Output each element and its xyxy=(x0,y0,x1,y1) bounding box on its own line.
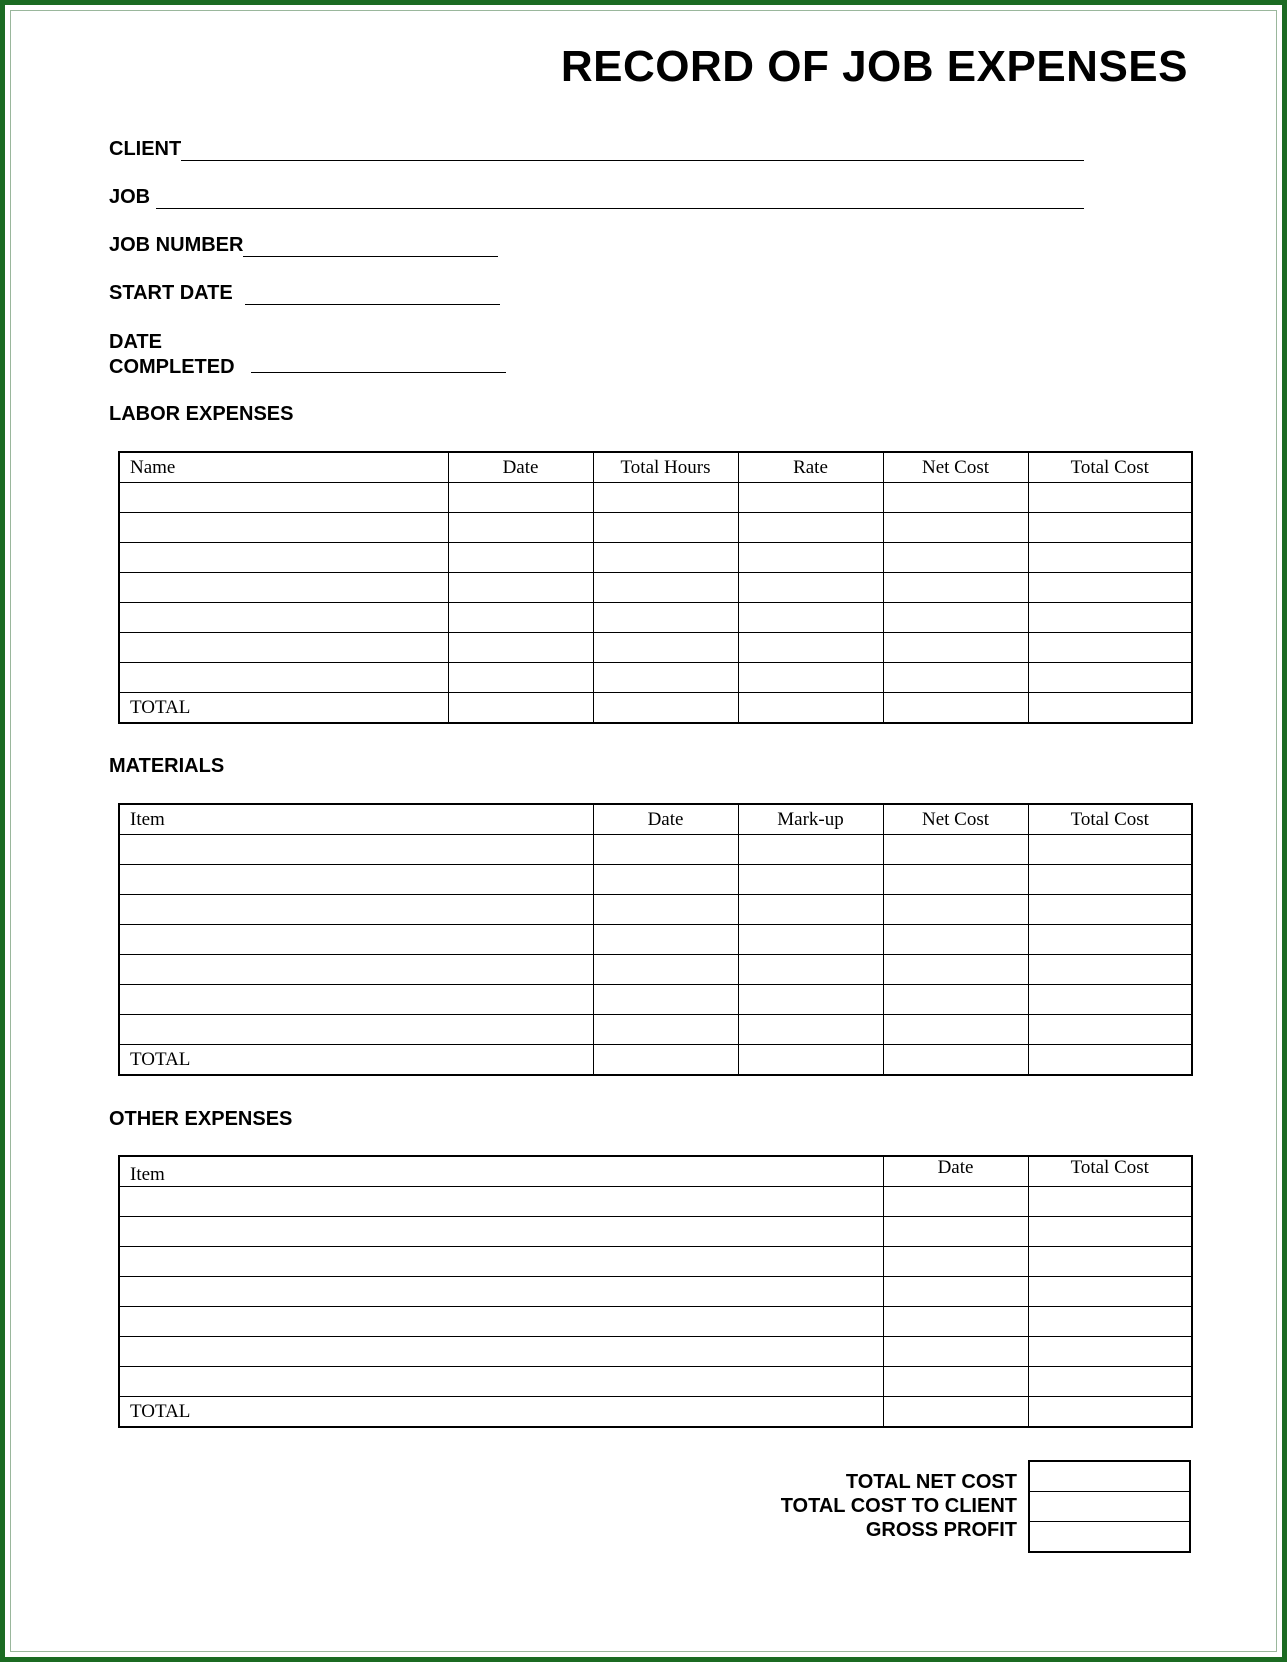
labor-section-title: LABOR EXPENSES xyxy=(109,403,294,425)
table-row[interactable] xyxy=(119,513,1192,543)
table-row[interactable] xyxy=(119,1187,1192,1217)
materials-col-date: Date xyxy=(593,804,738,835)
gross-profit-box[interactable] xyxy=(1030,1522,1189,1551)
table-row[interactable] xyxy=(119,603,1192,633)
job-number-field[interactable] xyxy=(109,234,498,257)
summary-boxes xyxy=(1028,1460,1191,1553)
other-total-row[interactable] xyxy=(119,1397,1192,1428)
job-field[interactable] xyxy=(109,186,1084,209)
other-col-date: Date xyxy=(883,1156,1028,1187)
materials-col-total-cost: Total Cost xyxy=(1028,804,1192,835)
start-date-line[interactable] xyxy=(245,286,500,305)
materials-col-markup: Mark-up xyxy=(738,804,883,835)
table-row[interactable] xyxy=(119,925,1192,955)
table-row[interactable] xyxy=(119,633,1192,663)
materials-total-row[interactable] xyxy=(119,1045,1192,1076)
labor-total-row[interactable] xyxy=(119,693,1192,724)
summary-labels xyxy=(781,1460,1028,1553)
table-row[interactable] xyxy=(119,573,1192,603)
client-label: CLIENT xyxy=(109,138,182,160)
table-row[interactable] xyxy=(119,985,1192,1015)
labor-col-total-cost: Total Cost xyxy=(1028,452,1192,483)
table-row[interactable] xyxy=(119,835,1192,865)
table-row[interactable] xyxy=(119,1217,1192,1247)
labor-table xyxy=(118,451,1193,724)
materials-col-net-cost: Net Cost xyxy=(883,804,1028,835)
table-row[interactable] xyxy=(119,895,1192,925)
total-net-cost-label: TOTAL NET COST xyxy=(845,1471,1017,1493)
table-row[interactable] xyxy=(119,1015,1192,1045)
labor-total-label: TOTAL xyxy=(119,693,448,724)
total-net-cost-box[interactable] xyxy=(1030,1462,1189,1492)
start-date-label: START DATE xyxy=(109,282,233,304)
table-row[interactable] xyxy=(119,543,1192,573)
table-row[interactable] xyxy=(119,1367,1192,1397)
other-table xyxy=(118,1155,1193,1428)
other-col-item: Item xyxy=(119,1156,883,1187)
other-header-row xyxy=(119,1156,1192,1187)
gross-profit-label: GROSS PROFIT xyxy=(865,1519,1017,1541)
labor-header-row xyxy=(119,452,1192,483)
job-label: JOB xyxy=(109,186,151,208)
job-number-line[interactable] xyxy=(243,238,498,257)
labor-col-total-hours: Total Hours xyxy=(593,452,738,483)
table-row[interactable] xyxy=(119,1247,1192,1277)
client-field[interactable] xyxy=(109,138,1084,161)
table-row[interactable] xyxy=(119,1337,1192,1367)
other-total-label: TOTAL xyxy=(119,1397,883,1428)
materials-col-item: Item xyxy=(119,804,593,835)
materials-section-title: MATERIALS xyxy=(109,755,225,777)
date-completed-label-1: DATE xyxy=(109,331,162,353)
table-row[interactable] xyxy=(119,865,1192,895)
table-row[interactable] xyxy=(119,1307,1192,1337)
materials-total-label: TOTAL xyxy=(119,1045,593,1076)
materials-table xyxy=(118,803,1193,1076)
table-row[interactable] xyxy=(119,483,1192,513)
table-row[interactable] xyxy=(119,1277,1192,1307)
form-title: RECORD OF JOB EXPENSES xyxy=(560,42,1188,91)
labor-col-net-cost: Net Cost xyxy=(883,452,1028,483)
date-completed-line[interactable] xyxy=(251,372,506,373)
client-line[interactable] xyxy=(181,142,1084,161)
labor-col-rate: Rate xyxy=(738,452,883,483)
table-row[interactable] xyxy=(119,955,1192,985)
labor-col-name: Name xyxy=(119,452,448,483)
labor-col-date: Date xyxy=(448,452,593,483)
start-date-field[interactable] xyxy=(109,282,500,305)
date-completed-field[interactable] xyxy=(109,330,235,380)
summary-block xyxy=(781,1460,1191,1553)
materials-header-row xyxy=(119,804,1192,835)
total-cost-to-client-label: TOTAL COST TO CLIENT xyxy=(780,1495,1017,1517)
other-section-title: OTHER EXPENSES xyxy=(109,1108,293,1130)
date-completed-label-2: COMPLETED xyxy=(109,356,235,378)
job-number-label: JOB NUMBER xyxy=(109,234,244,256)
total-cost-to-client-box[interactable] xyxy=(1030,1492,1189,1522)
table-row[interactable] xyxy=(119,663,1192,693)
job-line[interactable] xyxy=(156,190,1084,209)
other-col-total-cost: Total Cost xyxy=(1028,1156,1192,1187)
